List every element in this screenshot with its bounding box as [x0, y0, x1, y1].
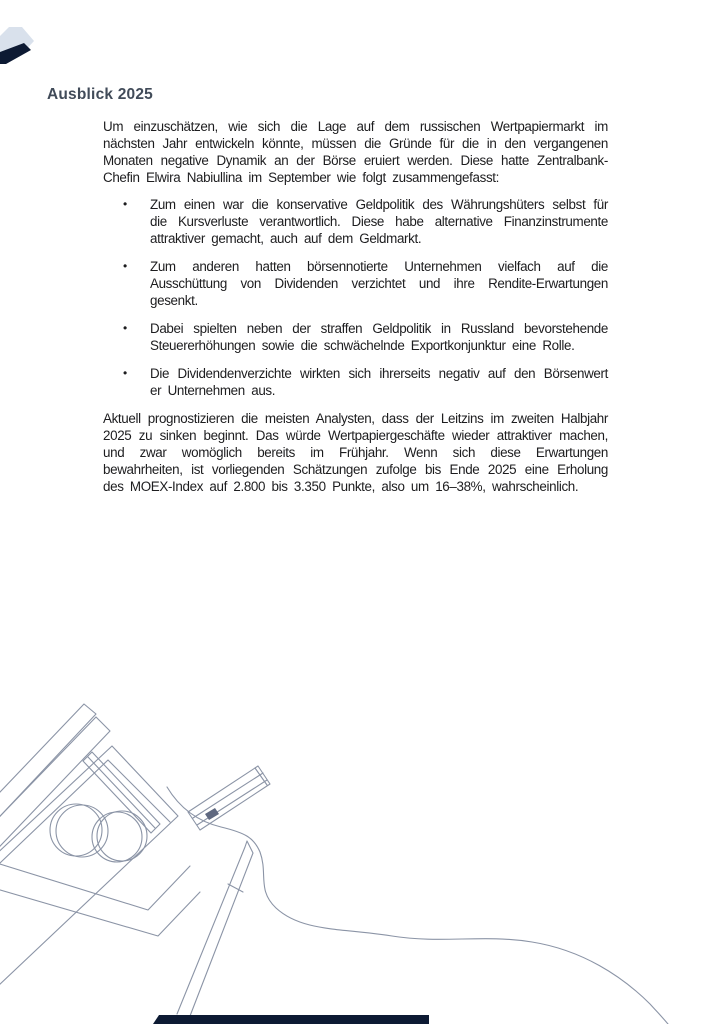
bullet-text: Die Dividendenverzichte wirkten sich ihrerseits negativ auf den Börsenwert er Unternehmen aus.	[150, 366, 608, 398]
bullet-icon: •	[123, 366, 128, 380]
bullet-text: Zum anderen hatten börsennotierte Unternehmen vielfach auf die Ausschüttung von Dividenden verzichtet und ihre Rendite-Erwartungen gesenkt.	[150, 259, 608, 308]
bullet-item	[103, 365, 608, 399]
bullet-item	[103, 320, 608, 354]
page-title: Ausblick 2025	[47, 86, 153, 103]
wave-line	[167, 787, 672, 1024]
desk-sketch-illustration	[0, 684, 709, 1024]
bullet-icon: •	[123, 321, 128, 335]
intro-paragraph: Um einzuschätzen, wie sich die Lage auf dem russischen Wertpapiermarkt im nächsten Jahr entwickeln könnte, müssen die Gründe für die in den vergangenen Monaten negative Dynamik an der Börse eruiert werden. Diese hatte Zentralbank-Chefin Elwira Nabiullina im September wie folgt zusammengefasst:	[103, 119, 608, 185]
bullet-list	[103, 196, 608, 399]
bullet-item	[103, 258, 608, 309]
bullet-item	[103, 196, 608, 247]
marker-sketch	[188, 766, 270, 830]
corner-accent-top-left	[0, 0, 80, 70]
papers-sketch	[0, 704, 200, 986]
bullet-text: Dabei spielten neben der straffen Geldpolitik in Russland bevorstehende Steuererhöhungen sowie die schwächelnde Exportkonjunktur eine Rolle.	[150, 321, 608, 353]
bullet-icon: •	[123, 259, 128, 273]
closing-paragraph: Aktuell prognostizieren die meisten Analysten, dass der Leitzins im zweiten Halbjahr 2025 zu sinken beginnt. Das würde Wertpapiergeschäfte wieder attraktiver machen, und zwar womöglich bereits im Frühjahr. Wenn sich diese Erwartungen bewahrheiten, ist vorliegenden Schätzungen zufolge bis Ende 2025 eine Erholung des MOEX-Index auf 2.800 bis 3.350 Punkte, also um 16–38%, wahrscheinlich.	[103, 411, 608, 494]
glasses-sketch	[50, 804, 147, 862]
bullet-icon: •	[123, 197, 128, 211]
body-text-block	[103, 118, 608, 505]
bullet-text: Zum einen war die konservative Geldpolitik des Währungshüters selbst für die Kursverluste verantwortlich. Diese habe alternative Finanzinstrumente attraktiver gemacht, auch auf dem Geldmarkt.	[150, 197, 608, 246]
bottom-accent-bar	[153, 1015, 429, 1024]
